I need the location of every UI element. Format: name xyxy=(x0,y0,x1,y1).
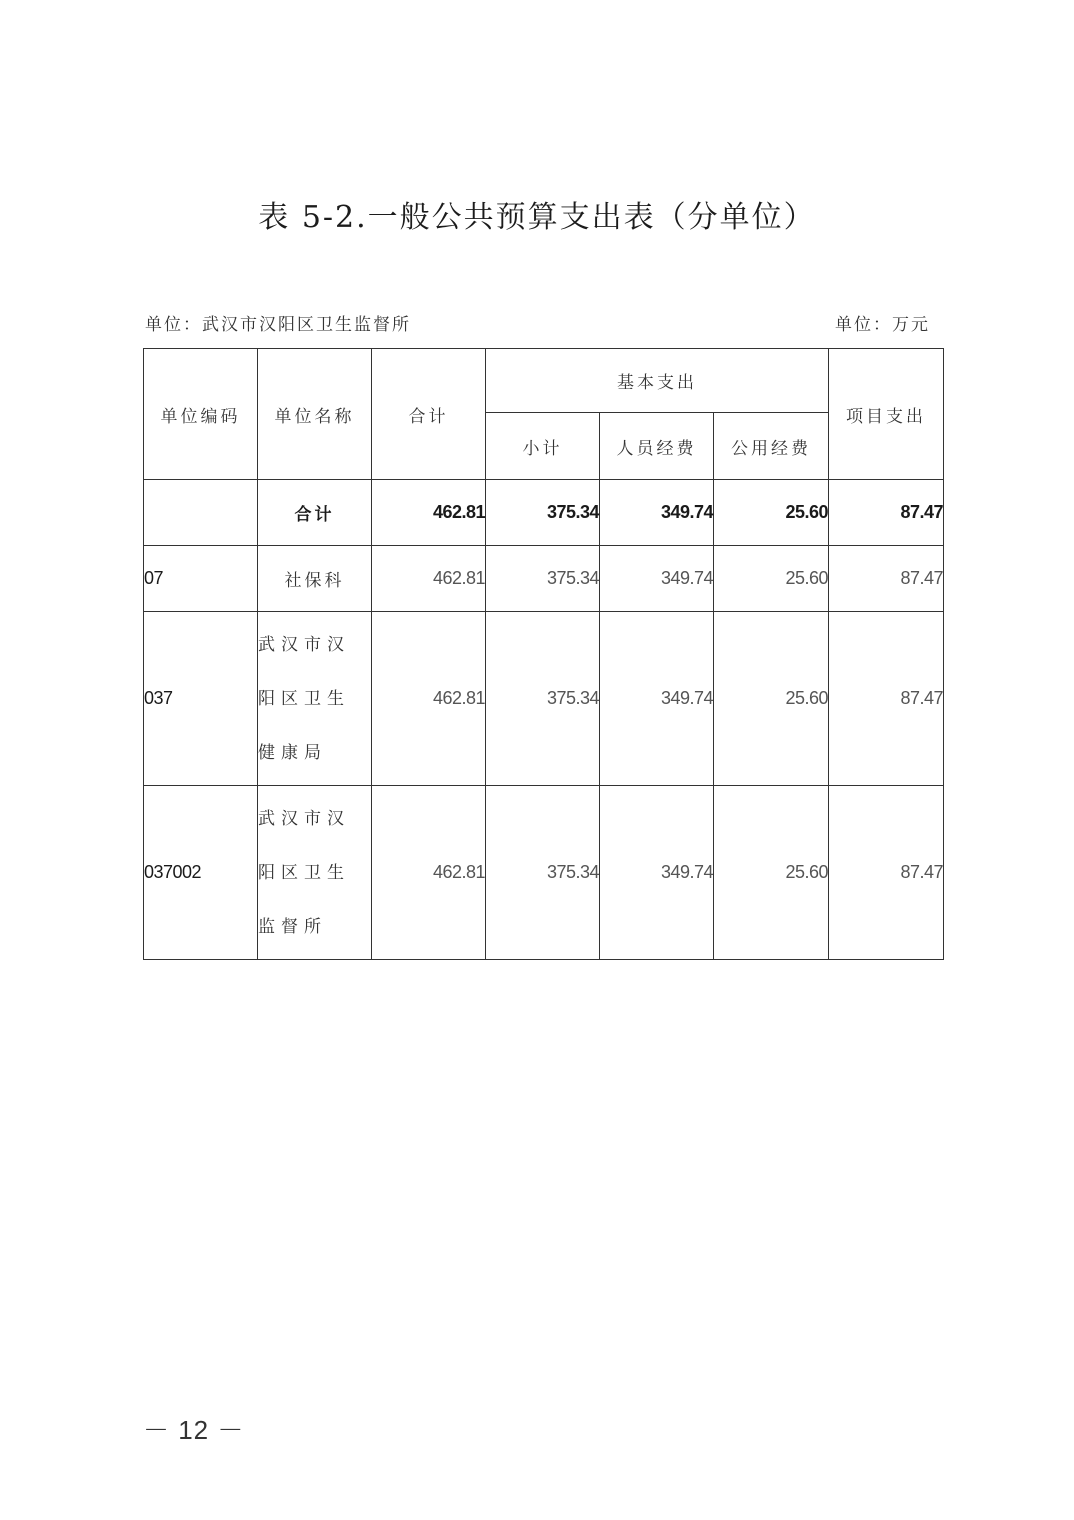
cell-subtotal: 375.34 xyxy=(486,546,600,612)
header-project-expenditure: 项目支出 xyxy=(829,349,944,480)
cell-project: 87.47 xyxy=(829,786,944,960)
cell-public: 25.60 xyxy=(714,480,829,546)
budget-table xyxy=(143,348,944,960)
header-subtotal: 小计 xyxy=(486,413,600,480)
cell-name: 武汉市汉阳区卫生健康局 xyxy=(258,612,372,786)
cell-name: 社保科 xyxy=(258,546,372,612)
header-basic-expenditure: 基本支出 xyxy=(486,349,829,413)
cell-project: 87.47 xyxy=(829,612,944,786)
header-code: 单位编码 xyxy=(144,349,258,480)
cell-public: 25.60 xyxy=(714,546,829,612)
cell-personnel: 349.74 xyxy=(600,786,714,960)
cell-total: 462.81 xyxy=(372,612,486,786)
table-row xyxy=(144,546,944,612)
header-public: 公用经费 xyxy=(714,413,829,480)
cell-code: 037 xyxy=(144,612,258,786)
cell-name: 合计 xyxy=(258,480,372,546)
header-personnel: 人员经费 xyxy=(600,413,714,480)
cell-subtotal: 375.34 xyxy=(486,786,600,960)
cell-subtotal: 375.34 xyxy=(486,480,600,546)
cell-subtotal: 375.34 xyxy=(486,612,600,786)
cell-total: 462.81 xyxy=(372,546,486,612)
unit-organization: 单位：武汉市汉阳区卫生监督所 xyxy=(145,315,411,335)
cell-project: 87.47 xyxy=(829,546,944,612)
cell-public: 25.60 xyxy=(714,786,829,960)
table-row xyxy=(144,786,944,960)
header-total: 合计 xyxy=(372,349,486,480)
cell-total: 462.81 xyxy=(372,480,486,546)
page-title: 表 5-2.一般公共预算支出表（分单位） xyxy=(258,200,816,235)
unit-currency: 单位：万元 xyxy=(835,315,930,335)
cell-project: 87.47 xyxy=(829,480,944,546)
cell-code xyxy=(144,480,258,546)
cell-personnel: 349.74 xyxy=(600,546,714,612)
table-row xyxy=(144,612,944,786)
table-row xyxy=(144,480,944,546)
header-name: 单位名称 xyxy=(258,349,372,480)
cell-personnel: 349.74 xyxy=(600,612,714,786)
page-number: － 12 － xyxy=(143,1415,245,1445)
cell-name: 武汉市汉阳区卫生监督所 xyxy=(258,786,372,960)
cell-code: 07 xyxy=(144,546,258,612)
cell-personnel: 349.74 xyxy=(600,480,714,546)
header-row xyxy=(144,349,944,413)
cell-total: 462.81 xyxy=(372,786,486,960)
cell-code: 037002 xyxy=(144,786,258,960)
cell-public: 25.60 xyxy=(714,612,829,786)
